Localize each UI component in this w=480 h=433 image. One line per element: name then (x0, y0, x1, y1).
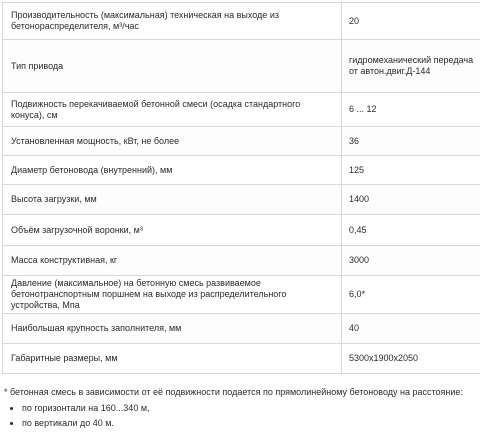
param-value: 20 (342, 3, 480, 40)
param-name: Масса конструктивная, кг (3, 246, 342, 276)
param-name: Диаметр бетоновода (внутренний), мм (3, 156, 342, 185)
param-name: Объём загрузочной воронки, м³ (3, 215, 342, 246)
param-value: 40 (342, 314, 480, 344)
param-value: 125 (342, 156, 480, 185)
param-value: 6 ... 12 (342, 93, 480, 127)
param-value: 5300х1900х2050 (342, 344, 480, 374)
param-name: Габаритные размеры, мм (3, 344, 342, 374)
table-row (3, 40, 480, 93)
table-row (3, 215, 480, 246)
specifications-table (2, 2, 480, 374)
table-row (3, 344, 480, 374)
param-name: Давление (максимальное) на бетонную смесь развиваемое бетонотранспортным поршнем на выходе из распределительного устройства, Мпа (3, 276, 342, 314)
footnote (4, 387, 476, 433)
table-row (3, 3, 480, 40)
param-value: 36 (342, 127, 480, 156)
param-name: Тип привода (3, 40, 342, 93)
param-name: Подвижность перекачиваемой бетонной смеси (осадка стандартного конуса), см (3, 93, 342, 127)
param-value: 0,45 (342, 215, 480, 246)
footnote-list (4, 403, 476, 429)
table-row (3, 93, 480, 127)
param-name: Наибольшая крупность заполнителя, мм (3, 314, 342, 344)
table-row (3, 156, 480, 185)
param-value: 1400 (342, 185, 480, 215)
list-item: • по горизонтали на 160...340 м, (22, 403, 476, 414)
param-name: Высота загрузки, мм (3, 185, 342, 215)
param-value: 3000 (342, 246, 480, 276)
table-row (3, 185, 480, 215)
param-value: гидромеханический передача от автон.двиг.Д-144 (342, 40, 480, 93)
table-row (3, 246, 480, 276)
footnote-text: * бетонная смесь в зависимости от её подвижности подается по прямолинейному бетоноводу на расстояние: (4, 387, 463, 397)
param-name: Установленная мощность, кВт, не более (3, 127, 342, 156)
list-item: • по вертикали до 40 м. (22, 418, 476, 429)
param-name: Производительность (максимальная) техническая на выходе из бетонораспределителя, м³/час (3, 3, 342, 40)
table-row (3, 276, 480, 314)
table-row (3, 314, 480, 344)
param-value: 6,0* (342, 276, 480, 314)
table-row (3, 127, 480, 156)
